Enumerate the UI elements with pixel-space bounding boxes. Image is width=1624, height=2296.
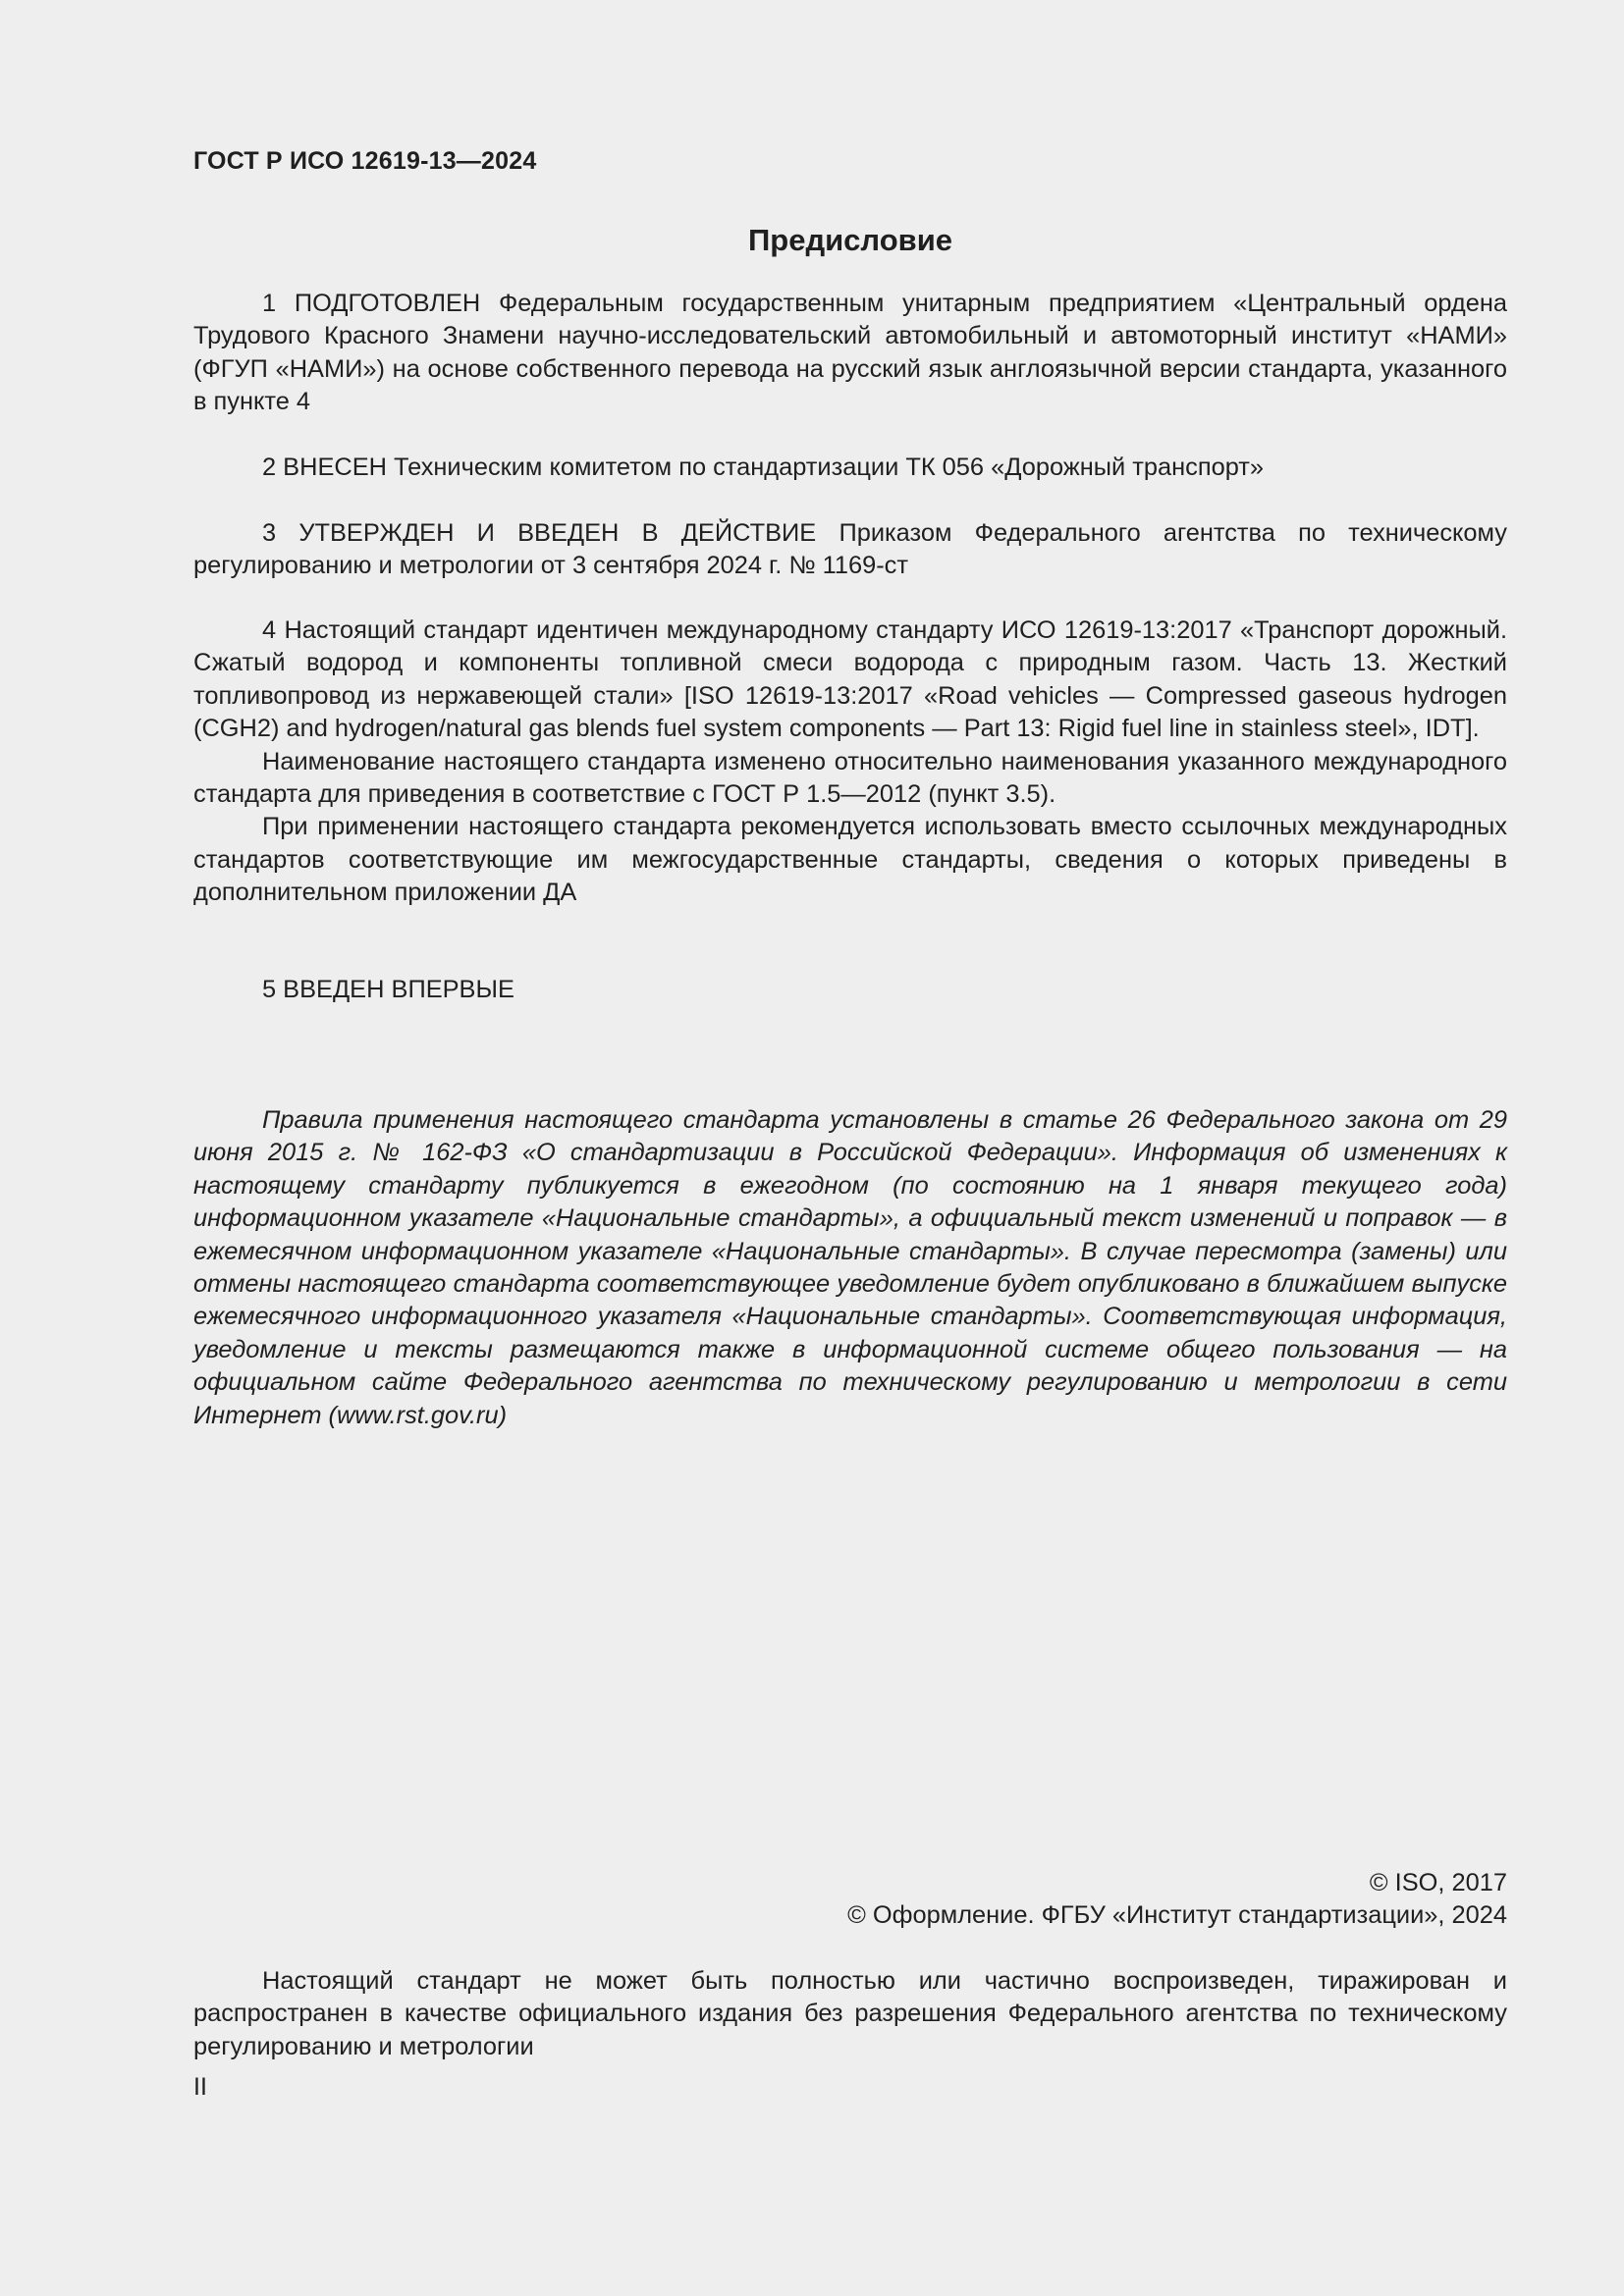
paragraph-4-block [193,614,1507,910]
copyright-iso: © ISO, 2017 [1369,1869,1507,1896]
rules-notice: Правила применения настоящего стандарта установлены в статье 26 Федерального закона от 29 июня 2015 г. № 162-ФЗ «О стандартизации в Российской Федерации». Информация об изменениях к настоящему стандарту публикуется в ежегодном (по состоянию на 1 января текущего года) информационном указателе «Национальные стандарты», а официальный текст изменений и поправок — в ежемесячном информационном указателе «Национальные стандарты». В случае пересмотра (замены) или отмены настоящего стандарта соответствующее уведомление будет опубликовано в ближайшем выпуске ежемесячного информационного указателя «Национальные стандарты». Соответствующая информация, уведомление и тексты размещаются также в информационной системе общего пользования — на официальном сайте Федерального агентства по техническому регулированию и метрологии в сети Интернет (www.rst.gov.ru) [193,1106,1507,1429]
paragraph-name-changed: Наименование настоящего стандарта изменено относительно наименования указанного международного стандарта для приведения в соответствие с ГОСТ Р 1.5—2012 (пункт 3.5). [193,747,1507,809]
paragraph-references: При применении настоящего стандарта рекомендуется использовать вместо ссылочных международных стандартов соответствующие им межгосударственные стандарты, сведения о которых приведены в дополнительном приложении ДА [193,813,1507,907]
paragraph-approved: 3 УТВЕРЖДЕН И ВВЕДЕН В ДЕЙСТВИЕ Приказом Федерального агентства по техническому регулированию и метрологии от 3 сентября 2024 г. № 1169-ст [193,519,1507,580]
copyright-design: © Оформление. ФГБУ «Институт стандартизации», 2024 [847,1901,1507,1930]
paragraph-2-block [193,452,1507,484]
reproduction-notice-block [193,1965,1507,2063]
page-number: II [193,2073,207,2101]
reproduction-notice: Настоящий стандарт не может быть полностью или частично воспроизведен, тиражирован и распространен в качестве официального издания без разрешения Федерального агентства по техническому регулированию и метрологии [193,1967,1507,2060]
paragraph-first-introduced: 5 ВВЕДЕН ВПЕРВЫЕ [262,976,514,1003]
copyright-block [193,1867,1507,1933]
rules-notice-block [193,1104,1507,1432]
paragraph-1-block [193,288,1507,419]
document-code: ГОСТ Р ИСО 12619-13—2024 [193,147,537,175]
paragraph-5-block [193,974,1507,1006]
paragraph-3-block [193,517,1507,583]
page-title: Предисловие [747,223,952,257]
paragraph-prepared: 1 ПОДГОТОВЛЕН Федеральным государственным унитарным предприятием «Центральный ордена Трудового Красного Знамени научно-исследовательский автомобильный и автомоторный институт «НАМИ» (ФГУП «НАМИ») на основе собственного перевода на русский язык англоязычной версии стандарта, указанного в пункте 4 [193,290,1507,416]
paragraph-identical: 4 Настоящий стандарт идентичен международному стандарту ИСО 12619-13:2017 «Транспорт дорожный. Сжатый водород и компоненты топливной смеси водорода с природным газом. Часть 13. Жесткий топливопровод из нержавеющей стали» [ISO 12619-13:2017 «Road vehicles — Compressed gaseous hydrogen (CGH2) and hydrogen/natural gas blends fuel system components — Part 13: Rigid fuel line in stainless steel», IDT]. [193,616,1507,743]
paragraph-introduced: 2 ВНЕСЕН Техническим комитетом по стандартизации ТК 056 «Дорожный транспорт» [262,454,1265,481]
